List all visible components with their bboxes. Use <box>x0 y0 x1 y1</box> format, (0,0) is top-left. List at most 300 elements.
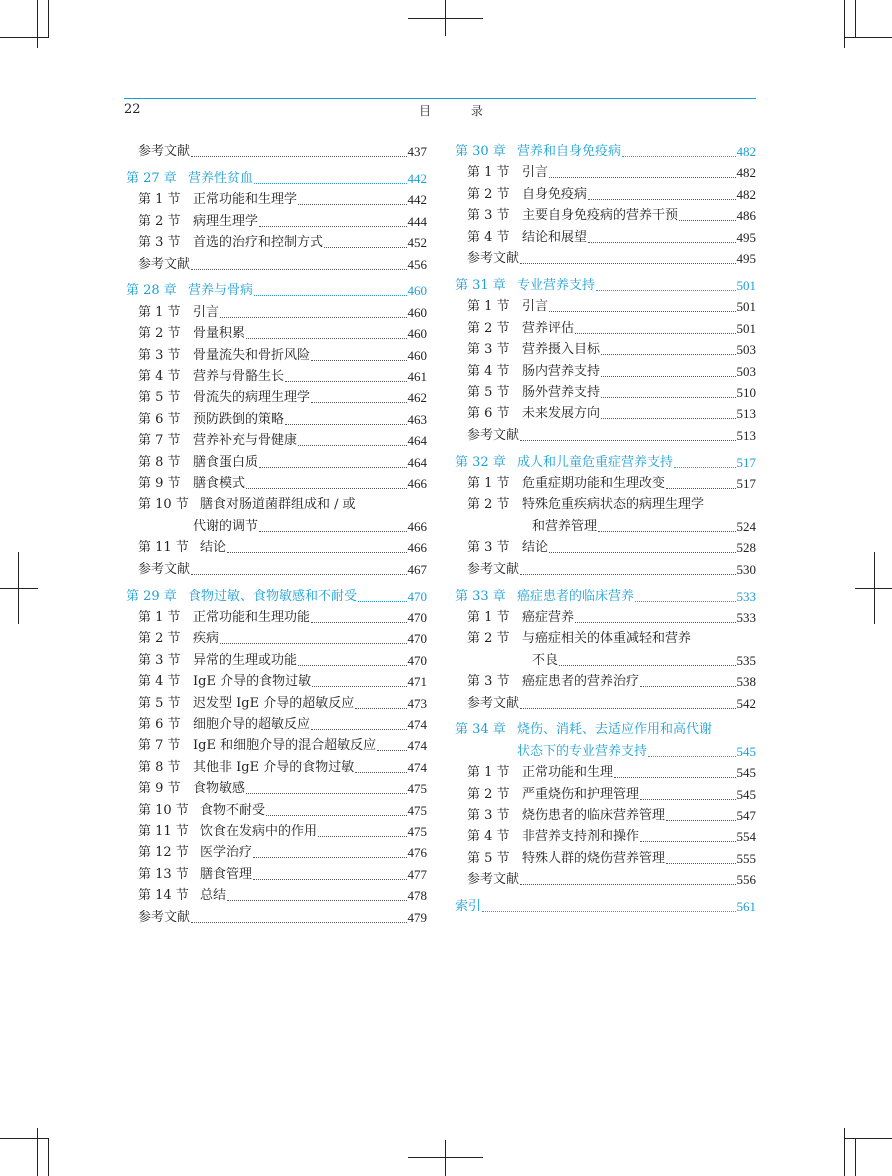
toc-entry-label <box>455 589 634 605</box>
toc-entry[interactable] <box>126 756 427 776</box>
toc-leader-dots <box>246 792 406 794</box>
toc-entry[interactable] <box>126 713 427 733</box>
toc-entry-title: 营养摄入目标 <box>522 342 601 358</box>
toc-leader-dots <box>666 819 735 821</box>
toc-page-number: 538 <box>736 674 756 690</box>
toc-chapter-entry[interactable] <box>455 585 756 605</box>
toc-entry[interactable] <box>126 649 427 669</box>
toc-leader-dots <box>191 268 406 270</box>
toc-page-number: 533 <box>736 588 756 604</box>
toc-entry[interactable] <box>455 338 756 358</box>
toc-entry-title: 和营养管理 <box>532 518 598 534</box>
toc-entry[interactable] <box>126 344 427 364</box>
toc-entry-title: 膳食蛋白质 <box>193 454 259 470</box>
toc-entry-number: 第 1 节 <box>138 192 181 208</box>
toc-entry-title: 正常功能和生理 <box>522 765 614 781</box>
toc-leader-dots <box>285 423 406 425</box>
toc-entry-label <box>455 519 597 535</box>
toc-entry[interactable] <box>126 692 427 712</box>
toc-entry-number: 第 28 章 <box>126 283 177 299</box>
toc-entry-title: 营养性贫血 <box>188 170 254 186</box>
toc-page-number: 535 <box>736 652 756 668</box>
toc-entry-label <box>138 738 376 754</box>
toc-entry-label <box>467 299 548 315</box>
toc-entry-title: 结论和展望 <box>522 229 588 245</box>
toc-entry-number: 第 2 节 <box>467 786 510 802</box>
toc-leader-dots <box>674 466 735 468</box>
toc-entry-label <box>467 165 548 181</box>
toc-entry[interactable] <box>126 627 427 647</box>
toc-leader-dots <box>640 685 735 687</box>
header-rule <box>124 98 756 99</box>
toc-entry-label <box>138 214 258 230</box>
toc-entry-title: 成人和儿童危重症营养支持 <box>517 454 674 470</box>
toc-entry[interactable] <box>126 515 427 535</box>
toc-entry-title: 首选的治疗和控制方式 <box>193 235 324 251</box>
toc-leader-dots <box>520 439 735 441</box>
toc-leader-dots <box>285 380 406 382</box>
toc-entry[interactable] <box>455 670 756 690</box>
toc-entry-title: 肠外营养支持 <box>522 384 601 400</box>
toc-entry[interactable] <box>126 322 427 342</box>
toc-entry-number: 第 13 节 <box>138 866 189 882</box>
toc-page-number: 460 <box>407 304 427 320</box>
toc-entry-title: 膳食管理 <box>200 866 253 882</box>
toc-entry-label <box>467 872 519 888</box>
toc-leader-dots <box>220 642 406 644</box>
toc-page-number: 442 <box>407 192 427 208</box>
toc-entry[interactable] <box>455 783 756 803</box>
toc-leader-dots <box>549 310 735 312</box>
toc-entry-number: 第 33 章 <box>455 588 506 604</box>
toc-entry[interactable] <box>455 740 756 760</box>
toc-entry-number: 第 3 节 <box>467 674 510 690</box>
toc-page-number: 456 <box>407 256 427 272</box>
toc-entry-label <box>138 235 323 251</box>
toc-entry-label <box>455 653 558 669</box>
toc-entry[interactable] <box>455 804 756 824</box>
toc-entry-number: 第 8 节 <box>138 759 181 775</box>
toc-entry-title: 参考文献 <box>467 251 520 266</box>
toc-leader-dots <box>601 417 735 419</box>
toc-entry-title: 癌症患者的临床营养 <box>517 588 635 604</box>
toc-entry-title: 参考文献 <box>467 427 520 443</box>
toc-entry[interactable] <box>126 188 427 208</box>
toc-entry[interactable] <box>455 868 756 888</box>
toc-page-number: 554 <box>736 829 756 845</box>
toc-entry-number: 第 4 节 <box>138 674 181 690</box>
toc-entry[interactable] <box>126 231 427 251</box>
toc-page-number: 482 <box>736 165 756 181</box>
toc-entry-number: 第 1 节 <box>467 765 510 781</box>
toc-entry-number: 第 4 节 <box>467 363 510 379</box>
toc-entry[interactable] <box>455 472 756 492</box>
toc-entry-title: 异常的生理或功能 <box>193 652 298 668</box>
toc-entry-number: 第 1 节 <box>467 165 510 181</box>
toc-entry-title: 癌症营养 <box>522 609 575 625</box>
toc-leader-dots <box>318 835 406 837</box>
toc-leader-dots <box>520 707 735 709</box>
toc-entry-title: 疾病 <box>193 631 220 647</box>
toc-page-number: 452 <box>407 235 427 251</box>
toc-entry-number: 第 6 节 <box>467 406 510 422</box>
toc-entry-title: 总结 <box>200 888 227 904</box>
toc-page-number: 510 <box>736 384 756 400</box>
toc-entry[interactable] <box>126 820 427 840</box>
toc-entry-label <box>455 744 647 760</box>
toc-entry[interactable] <box>126 606 427 626</box>
toc-entry-number: 第 9 节 <box>138 781 181 797</box>
toc-leader-dots <box>549 176 735 178</box>
toc-entry[interactable] <box>126 301 427 321</box>
toc-entry[interactable] <box>455 606 756 626</box>
toc-entry[interactable] <box>455 847 756 867</box>
toc-entry-label <box>138 455 258 471</box>
toc-entry-label <box>138 845 252 861</box>
toc-entry-title: 膳食模式 <box>193 476 246 491</box>
toc-entry[interactable] <box>455 295 756 315</box>
toc-entry-number: 第 2 节 <box>138 326 181 342</box>
toc-leader-dots <box>520 262 735 264</box>
toc-leader-dots <box>520 573 735 575</box>
toc-page-number: 528 <box>736 540 756 556</box>
toc-entry-label <box>138 696 354 712</box>
toc-page-number: 561 <box>736 899 756 915</box>
toc-chapter-entry[interactable] <box>455 140 756 160</box>
toc-entry-number: 第 31 章 <box>455 277 506 293</box>
toc-entry-label <box>138 653 297 669</box>
toc-entry[interactable] <box>126 429 427 449</box>
toc-entry-number: 第 2 节 <box>467 631 510 647</box>
toc-entry[interactable] <box>126 408 427 428</box>
toc-page-number: 482 <box>736 144 756 159</box>
toc-chapter-entry[interactable] <box>126 167 427 187</box>
toc-entry-label <box>138 562 190 578</box>
toc-leader-dots <box>601 375 735 377</box>
toc-entry-title: 骨流失的病理生理学 <box>193 390 311 406</box>
toc-leader-dots <box>377 749 406 751</box>
toc-entry[interactable] <box>455 183 756 203</box>
toc-entry-title: 病理生理学 <box>193 213 259 229</box>
toc-page-number: 466 <box>407 540 427 556</box>
toc-entry-label <box>455 722 712 738</box>
toc-entry-number: 第 3 节 <box>467 342 510 358</box>
toc-leader-dots <box>666 862 735 864</box>
toc-entry-title: 食物敏感 <box>193 781 246 797</box>
toc-page-number: 513 <box>736 406 756 422</box>
toc-leader-dots <box>311 621 406 623</box>
toc-page-number: 475 <box>407 781 427 797</box>
toc-page-number: 462 <box>407 390 427 406</box>
toc-entry-label <box>455 455 673 471</box>
toc-entry-number: 第 34 章 <box>455 722 506 738</box>
toc-page-number: 533 <box>736 609 756 625</box>
toc-entry-label <box>467 208 678 224</box>
toc-entry-label <box>138 348 310 364</box>
toc-entry[interactable] <box>455 515 756 535</box>
toc-entry-label <box>138 781 245 797</box>
toc-chapter-entry[interactable] <box>126 279 427 299</box>
toc-page-number: 555 <box>736 850 756 866</box>
toc-entry[interactable] <box>126 536 427 556</box>
toc-entry[interactable] <box>126 906 427 926</box>
toc-entry-number: 第 5 节 <box>467 384 510 400</box>
toc-entry-number: 第 3 节 <box>467 808 510 823</box>
toc-leader-dots <box>311 359 406 361</box>
toc-leader-dots <box>227 551 406 553</box>
toc-entry-label <box>467 631 691 647</box>
toc-entry-title: 肠内营养支持 <box>522 363 601 379</box>
toc-leader-dots <box>648 755 735 757</box>
toc-entry[interactable] <box>455 536 756 556</box>
toc-leader-dots <box>246 337 406 339</box>
toc-entry[interactable] <box>126 365 427 385</box>
toc-entry-title: 骨量流失和骨折风险 <box>193 347 311 363</box>
toc-entry-label <box>138 476 245 492</box>
toc-leader-dots <box>601 353 735 355</box>
toc-entry-label <box>126 519 258 535</box>
toc-entry-number: 第 5 节 <box>467 850 510 866</box>
toc-page-number: 501 <box>736 277 756 293</box>
toc-leader-dots <box>246 487 406 489</box>
toc-entry-title: 引言 <box>522 299 549 315</box>
toc-chapter-entry[interactable] <box>455 895 756 915</box>
toc-entry-number: 第 27 章 <box>126 170 177 186</box>
toc-entry-label <box>138 326 245 342</box>
toc-entry[interactable] <box>455 692 756 712</box>
toc-page-number: 495 <box>736 229 756 245</box>
toc-entry-title: 参考文献 <box>467 872 520 888</box>
toc-entry-number: 第 4 节 <box>138 369 181 384</box>
toc-entry[interactable] <box>126 140 427 160</box>
toc-chapter-entry[interactable] <box>126 585 427 605</box>
toc-entry-label <box>138 910 190 926</box>
toc-leader-dots <box>549 551 735 553</box>
toc-entry[interactable] <box>455 161 756 181</box>
toc-leader-dots <box>482 910 735 912</box>
toc-leader-dots <box>298 203 406 205</box>
toc-entry[interactable] <box>126 451 427 471</box>
toc-page-number: 501 <box>736 299 756 315</box>
toc-entry[interactable] <box>126 777 427 797</box>
toc-page-number: 460 <box>407 283 427 299</box>
toc-leader-dots <box>588 241 735 243</box>
toc-entry-label <box>467 251 519 267</box>
toc-page-number: 478 <box>407 888 427 904</box>
toc-entry-number: 第 5 节 <box>138 695 181 711</box>
toc-entry-number: 第 10 节 <box>138 802 189 818</box>
toc-page-number: 474 <box>407 716 427 732</box>
toc-entry-title: 专业营养支持 <box>517 277 596 293</box>
toc-entry[interactable] <box>455 317 756 337</box>
toc-entry-number: 第 2 节 <box>138 631 181 647</box>
toc-entry-label <box>138 369 284 385</box>
toc-page-number: 545 <box>736 743 756 759</box>
toc-page-number: 461 <box>407 369 427 384</box>
toc-page-number: 466 <box>407 518 427 534</box>
toc-entry-title: 骨量积累 <box>193 326 246 342</box>
toc-leader-dots <box>355 707 406 709</box>
toc-chapter-entry[interactable] <box>455 451 756 471</box>
toc-entry-number: 第 3 节 <box>138 347 181 363</box>
toc-leader-dots <box>259 466 406 468</box>
toc-entry-label <box>138 824 317 840</box>
toc-page-number: 501 <box>736 320 756 336</box>
toc-entry-title: 细胞介导的超敏反应 <box>193 716 311 732</box>
toc-leader-dots <box>312 685 406 687</box>
toc-entry-label <box>138 610 310 626</box>
toc-entry-number: 第 7 节 <box>138 738 181 754</box>
toc-leader-dots <box>259 530 406 532</box>
toc-entry[interactable] <box>455 649 756 669</box>
toc-entry[interactable] <box>126 670 427 690</box>
toc-entry-label <box>138 497 356 513</box>
running-head: 目 录 <box>419 104 501 118</box>
toc-entry[interactable] <box>455 381 756 401</box>
toc-entry-label <box>138 717 310 733</box>
toc-entry[interactable] <box>455 247 756 267</box>
toc-entry-label <box>138 540 226 556</box>
toc-leader-dots <box>679 219 735 221</box>
toc-entry[interactable] <box>455 825 756 845</box>
toc-leader-dots <box>227 899 406 901</box>
toc-entry[interactable] <box>126 493 427 513</box>
toc-entry[interactable] <box>455 226 756 246</box>
toc-leader-dots <box>640 840 735 842</box>
toc-entry-title: 参考文献 <box>467 561 520 577</box>
toc-entry-title: 参考文献 <box>138 144 191 159</box>
toc-entry[interactable] <box>126 253 427 273</box>
toc-entry-number: 第 30 章 <box>455 144 506 159</box>
toc-entry-title: 危重症期功能和生理改变 <box>522 476 666 491</box>
toc-leader-dots <box>298 444 406 446</box>
toc-leader-dots <box>324 246 406 248</box>
toc-leader-dots <box>575 332 735 334</box>
toc-entry-title: 严重烧伤和护理管理 <box>522 786 640 802</box>
toc-page-number: 464 <box>407 433 427 449</box>
toc-leader-dots <box>559 664 735 666</box>
toc-chapter-entry[interactable] <box>455 718 756 738</box>
toc-entry-number: 第 6 节 <box>138 411 181 427</box>
toc-entry-title: 膳食对肠道菌群组成和 / 或 <box>200 497 356 513</box>
toc-entry-title: 自身免疫病 <box>522 186 588 202</box>
toc-page-number: 513 <box>736 427 756 443</box>
toc-entry-number: 第 7 节 <box>138 433 181 449</box>
toc-entry[interactable] <box>126 884 427 904</box>
toc-entry-title: 饮食在发病中的作用 <box>200 823 318 839</box>
toc-entry-label <box>126 171 253 187</box>
toc-entry-label <box>138 144 190 160</box>
toc-leader-dots <box>635 600 735 602</box>
toc-page-number: 476 <box>407 845 427 861</box>
toc-leader-dots <box>191 573 406 575</box>
toc-page-number: 473 <box>407 695 427 711</box>
toc-entry[interactable] <box>126 841 427 861</box>
toc-entry[interactable] <box>455 493 756 513</box>
toc-entry-number: 第 5 节 <box>138 390 181 406</box>
toc-entry-label <box>467 385 600 401</box>
toc-page-number: 547 <box>736 808 756 823</box>
toc-entry-number: 第 3 节 <box>467 540 510 556</box>
toc-entry-title: 营养补充与骨健康 <box>193 433 298 449</box>
toc-entry[interactable] <box>455 558 756 578</box>
toc-leader-dots <box>575 621 735 623</box>
toc-entry-number: 第 11 节 <box>138 540 189 556</box>
toc-entry-label <box>138 760 354 776</box>
toc-page-number: 479 <box>407 909 427 925</box>
toc-entry-title: 结论 <box>200 540 227 556</box>
toc-entry-title: 烧伤、消耗、去适应作用和高代谢 <box>517 722 713 738</box>
toc-entry-title: 正常功能和生理学 <box>193 192 298 208</box>
toc-entry[interactable] <box>126 558 427 578</box>
toc-entry-title: 非营养支持剂和操作 <box>522 829 640 845</box>
toc-entry[interactable] <box>126 734 427 754</box>
toc-entry[interactable] <box>455 204 756 224</box>
toc-entry[interactable] <box>455 402 756 422</box>
toc-page-number: 477 <box>407 866 427 882</box>
toc-page-number: 503 <box>736 363 756 379</box>
toc-page-number: 474 <box>407 759 427 775</box>
toc-page-number: 444 <box>407 213 427 229</box>
toc-entry-title: 引言 <box>193 304 220 320</box>
toc-entry[interactable] <box>455 761 756 781</box>
toc-entry[interactable] <box>455 424 756 444</box>
toc-leader-dots <box>588 198 735 200</box>
toc-entry[interactable] <box>126 472 427 492</box>
toc-entry-number: 第 1 节 <box>467 299 510 315</box>
toc-entry-title: 参考文献 <box>138 256 191 272</box>
toc-entry-label <box>138 390 310 406</box>
toc-page-number: 470 <box>407 609 427 625</box>
toc-entry[interactable] <box>126 863 427 883</box>
toc-entry-label <box>467 428 519 444</box>
toc-entry-label <box>467 696 519 712</box>
toc-page-number: 542 <box>736 695 756 711</box>
toc-entry-label <box>138 412 284 428</box>
toc-entry[interactable] <box>455 627 756 647</box>
toc-page-number: 495 <box>736 251 756 266</box>
toc-page-number: 517 <box>736 454 756 470</box>
toc-entry-title: 烧伤患者的临床营养管理 <box>522 808 666 823</box>
toc-entry-label <box>138 888 226 904</box>
page-number: 22 <box>124 102 141 117</box>
toc-entry-label <box>467 610 574 626</box>
toc-entry[interactable] <box>126 799 427 819</box>
toc-chapter-entry[interactable] <box>455 274 756 294</box>
toc-page-number: 503 <box>736 342 756 358</box>
toc-entry-label <box>138 305 219 321</box>
toc-leader-dots <box>640 798 735 800</box>
toc-entry-label <box>467 364 600 380</box>
toc-entry-title: 未来发展方向 <box>522 406 601 422</box>
toc-leader-dots <box>191 921 406 923</box>
toc-entry[interactable] <box>126 386 427 406</box>
toc-entry-title: 结论 <box>522 540 549 556</box>
toc-entry-number: 第 1 节 <box>138 609 181 625</box>
toc-leader-dots <box>598 530 735 532</box>
toc-entry-title: 食物过敏、食物敏感和不耐受 <box>188 588 358 604</box>
toc-entry-number: 第 1 节 <box>467 609 510 625</box>
toc-leader-dots <box>311 728 406 730</box>
toc-entry-label <box>126 589 357 605</box>
toc-entry-number: 第 2 节 <box>467 320 510 336</box>
toc-entry[interactable] <box>126 210 427 230</box>
toc-entry-number: 第 6 节 <box>138 716 181 732</box>
toc-entry[interactable] <box>455 360 756 380</box>
toc-entry-number: 第 3 节 <box>467 208 510 224</box>
toc-entry-label <box>138 867 252 883</box>
toc-page-number: 524 <box>736 518 756 534</box>
